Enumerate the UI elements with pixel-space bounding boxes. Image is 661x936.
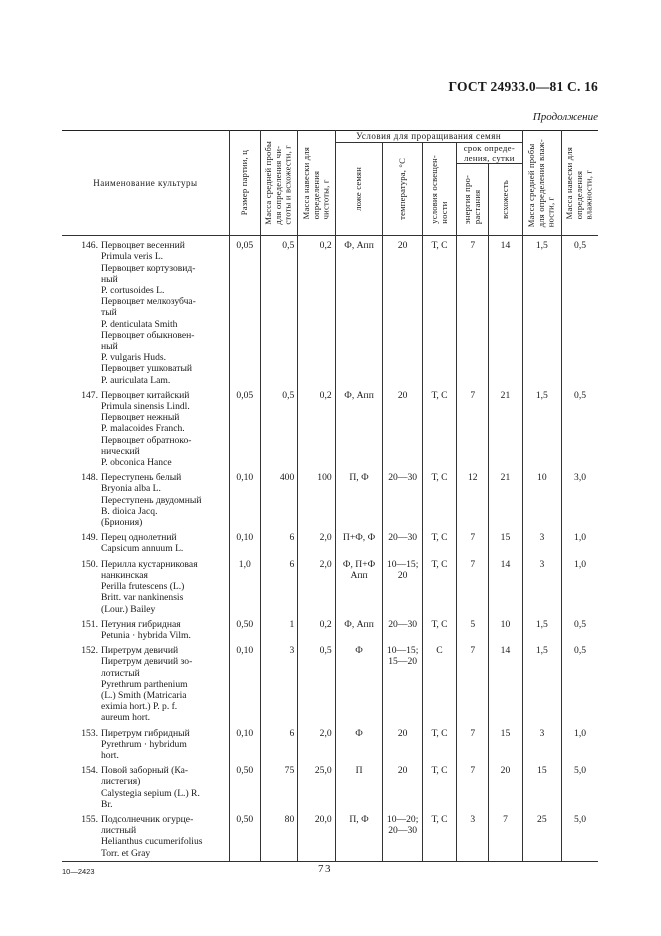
cell-bed: Ф: [335, 724, 383, 762]
document-reference: ГОСТ 24933.0—81 С. 16: [448, 79, 598, 94]
cell-mass-purity-sample: 75: [260, 761, 297, 810]
column-header-germination: всхожесть: [489, 164, 522, 236]
cell-mass-humidity-weigh: 1,0: [562, 555, 598, 615]
cell-lot-size: 1,0: [229, 555, 260, 615]
cell-mass-humidity-sample: 1,5: [522, 236, 561, 386]
column-group-term: срок опреде- ления, сутки: [457, 143, 522, 164]
cell-energy: 7: [457, 761, 489, 810]
cell-germination: 15: [489, 528, 522, 554]
cell-mass-purity-weigh: 100: [298, 468, 335, 528]
cell-temperature: 20—30: [383, 468, 422, 528]
cell-light: С: [422, 641, 456, 723]
cell-mass-purity-weigh: 0,2: [298, 615, 335, 641]
culture-name: Петуния гибридная Petunia · hybrida Vilm.: [101, 618, 191, 641]
row-number: 154.: [81, 765, 98, 777]
cell-temperature: 10—20; 20—30: [383, 810, 422, 861]
row-number: 148.: [81, 472, 98, 484]
cell-mass-humidity-sample: 3: [522, 724, 561, 762]
cell-culture-name: [62, 761, 229, 810]
row-number: 146.: [81, 240, 98, 252]
cell-energy: 7: [457, 555, 489, 615]
page-number: 73: [318, 863, 332, 875]
cell-bed: Ф, П+Ф Апп: [335, 555, 383, 615]
table-row: [62, 528, 598, 554]
row-number: 149.: [81, 532, 98, 544]
table-row: [62, 761, 598, 810]
column-header-mass-humidity-weigh: Масса навески для определения влажности, г: [562, 131, 598, 236]
cell-lot-size: 0,10: [229, 641, 260, 723]
cell-light: Т, С: [422, 724, 456, 762]
continuation-label: Продолжение: [532, 111, 598, 123]
table-row: [62, 468, 598, 528]
cell-mass-purity-sample: 1: [260, 615, 297, 641]
cell-culture-name: [62, 641, 229, 723]
cell-mass-humidity-weigh: 1,0: [562, 724, 598, 762]
column-header-lot-size: Размер партии, ц: [229, 131, 260, 236]
table-row: [62, 810, 598, 861]
cell-lot-size: 0,50: [229, 615, 260, 641]
cell-light: Т, С: [422, 468, 456, 528]
row-number: 147.: [81, 389, 98, 401]
cell-lot-size: 0,05: [229, 386, 260, 468]
culture-name: Пиретрум гибридный Pyrethrum · hybridum hort.: [101, 727, 190, 761]
table-row: [62, 615, 598, 641]
culture-name: Первоцвет весенний Primula veris L. Первоцвет кортузовид- ный P. cortusoides L. Первоцвет мелкозубча- тый P. denticulata Smith Первоцвет обыкновен- ный P. vulgaris Huds. Первоцвет ушковатый P. auriculata Lam.: [101, 240, 196, 386]
cell-lot-size: 0,10: [229, 724, 260, 762]
cell-bed: П, Ф: [335, 810, 383, 861]
cell-bed: Ф, Апп: [335, 236, 383, 386]
table-body: [62, 236, 598, 862]
cell-energy: 3: [457, 810, 489, 861]
cell-mass-humidity-sample: 3: [522, 555, 561, 615]
cell-temperature: 20—30: [383, 615, 422, 641]
cell-lot-size: 0,50: [229, 761, 260, 810]
culture-name: Повой заборный (Ка- листегия) Calystegia sepium (L.) R. Br.: [101, 765, 200, 810]
cell-mass-humidity-sample: 1,5: [522, 641, 561, 723]
cell-bed: П, Ф: [335, 468, 383, 528]
column-header-bed: ложе семян: [335, 143, 383, 236]
cell-germination: 10: [489, 615, 522, 641]
column-header-light: условия освещен- ности: [422, 143, 456, 236]
cell-germination: 21: [489, 468, 522, 528]
cell-mass-humidity-weigh: 0,5: [562, 641, 598, 723]
cell-culture-name: [62, 615, 229, 641]
column-header-energy: энергия про- растания: [457, 164, 489, 236]
cell-mass-humidity-sample: 25: [522, 810, 561, 861]
cell-germination: 14: [489, 236, 522, 386]
cell-light: Т, С: [422, 555, 456, 615]
cell-mass-purity-weigh: 2,0: [298, 528, 335, 554]
seed-testing-table: [62, 130, 598, 862]
cell-mass-humidity-weigh: 5,0: [562, 810, 598, 861]
cell-germination: 21: [489, 386, 522, 468]
row-number: 153.: [81, 727, 98, 739]
cell-temperature: 20: [383, 724, 422, 762]
cell-mass-purity-weigh: 20,0: [298, 810, 335, 861]
cell-bed: Ф, Апп: [335, 386, 383, 468]
row-number: 150.: [81, 558, 98, 570]
cell-mass-purity-sample: 6: [260, 555, 297, 615]
cell-temperature: 20: [383, 236, 422, 386]
cell-mass-humidity-sample: 1,5: [522, 615, 561, 641]
cell-germination: 14: [489, 555, 522, 615]
cell-mass-purity-weigh: 0,5: [298, 641, 335, 723]
cell-mass-humidity-weigh: 0,5: [562, 615, 598, 641]
column-header-name: Наименование культуры: [62, 131, 229, 236]
cell-temperature: 10—15; 15—20: [383, 641, 422, 723]
column-header-temperature: температура, °С: [383, 143, 422, 236]
cell-energy: 7: [457, 528, 489, 554]
cell-mass-humidity-weigh: 0,5: [562, 236, 598, 386]
table-row: [62, 641, 598, 723]
cell-bed: П: [335, 761, 383, 810]
cell-light: Т, С: [422, 236, 456, 386]
cell-light: Т, С: [422, 528, 456, 554]
cell-mass-purity-weigh: 0,2: [298, 386, 335, 468]
cell-mass-humidity-sample: 3: [522, 528, 561, 554]
cell-light: Т, С: [422, 615, 456, 641]
cell-germination: 15: [489, 724, 522, 762]
column-header-mass-humidity-sample: Масса средней пробы для определения влаж- ности, г: [522, 131, 561, 236]
culture-name: Подсолнечник огурце- листный Helianthus cucumerifolius Torr. et Gray: [101, 813, 203, 859]
cell-bed: Ф: [335, 641, 383, 723]
cell-mass-humidity-weigh: 5,0: [562, 761, 598, 810]
cell-mass-purity-weigh: 0,2: [298, 236, 335, 386]
table-row: [62, 555, 598, 615]
cell-mass-purity-weigh: 2,0: [298, 555, 335, 615]
culture-name: Первоцвет китайский Primula sinensis Lindl. Первоцвет нежный P. malacoides Franch. Первоцвет обратноко- нический P. obconica Hance: [101, 389, 192, 469]
cell-light: Т, С: [422, 810, 456, 861]
cell-mass-humidity-sample: 1,5: [522, 386, 561, 468]
print-code: 10—2423: [62, 867, 95, 876]
cell-energy: 7: [457, 724, 489, 762]
cell-mass-purity-sample: 80: [260, 810, 297, 861]
cell-culture-name: [62, 810, 229, 861]
cell-energy: 5: [457, 615, 489, 641]
row-number: 155.: [81, 813, 98, 825]
cell-mass-humidity-sample: 10: [522, 468, 561, 528]
culture-name: Перец однолетний Capsicum annuum L.: [101, 532, 184, 555]
cell-mass-purity-sample: 3: [260, 641, 297, 723]
cell-germination: 20: [489, 761, 522, 810]
cell-mass-purity-sample: 400: [260, 468, 297, 528]
table-row: [62, 386, 598, 468]
cell-mass-purity-weigh: 2,0: [298, 724, 335, 762]
cell-germination: 7: [489, 810, 522, 861]
cell-culture-name: [62, 555, 229, 615]
cell-mass-humidity-weigh: 0,5: [562, 386, 598, 468]
cell-energy: 12: [457, 468, 489, 528]
cell-mass-humidity-weigh: 3,0: [562, 468, 598, 528]
cell-bed: Ф, Апп: [335, 615, 383, 641]
row-number: 151.: [81, 618, 98, 630]
cell-culture-name: [62, 724, 229, 762]
cell-mass-purity-sample: 6: [260, 528, 297, 554]
culture-name: Перилла кустарниковая нанкинская Perilla frutescens (L.) Britt. var nankinensis (Lour.) Bailey: [101, 558, 198, 615]
row-number: 152.: [81, 645, 98, 657]
column-group-conditions: Условия для проращивания семян: [335, 131, 522, 143]
table-row: [62, 724, 598, 762]
cell-lot-size: 0,05: [229, 236, 260, 386]
cell-mass-purity-sample: 0,5: [260, 386, 297, 468]
cell-germination: 14: [489, 641, 522, 723]
cell-mass-purity-sample: 0,5: [260, 236, 297, 386]
cell-mass-humidity-weigh: 1,0: [562, 528, 598, 554]
culture-name: Пиретрум девичий Пиретрум девичий зо- лотистый Pyrethrum parthenium (L.) Smith (Matricaria eximia hort.) P. p. f. aureum hort.: [101, 645, 193, 724]
cell-culture-name: [62, 386, 229, 468]
cell-lot-size: 0,10: [229, 528, 260, 554]
cell-temperature: 20: [383, 386, 422, 468]
cell-temperature: 20—30: [383, 528, 422, 554]
cell-mass-purity-sample: 6: [260, 724, 297, 762]
cell-energy: 7: [457, 386, 489, 468]
column-header-mass-purity-sample: Масса средней пробы для определения чи- стоты и всхожести, г: [260, 131, 297, 236]
cell-energy: 7: [457, 236, 489, 386]
cell-culture-name: [62, 528, 229, 554]
column-header-mass-purity-weigh: Масса навески для определения чистоты, г: [298, 131, 335, 236]
cell-mass-humidity-sample: 15: [522, 761, 561, 810]
cell-culture-name: [62, 468, 229, 528]
cell-light: Т, С: [422, 761, 456, 810]
cell-culture-name: [62, 236, 229, 386]
table-row: [62, 236, 598, 386]
cell-temperature: 10—15; 20: [383, 555, 422, 615]
culture-name: Переступень белый Bryonia alba L. Переступень двудомный B. dioica Jacq. (Бриония): [101, 472, 202, 529]
cell-bed: П+Ф, Ф: [335, 528, 383, 554]
cell-lot-size: 0,10: [229, 468, 260, 528]
cell-light: Т, С: [422, 386, 456, 468]
cell-energy: 7: [457, 641, 489, 723]
cell-temperature: 20: [383, 761, 422, 810]
cell-mass-purity-weigh: 25,0: [298, 761, 335, 810]
cell-lot-size: 0,50: [229, 810, 260, 861]
